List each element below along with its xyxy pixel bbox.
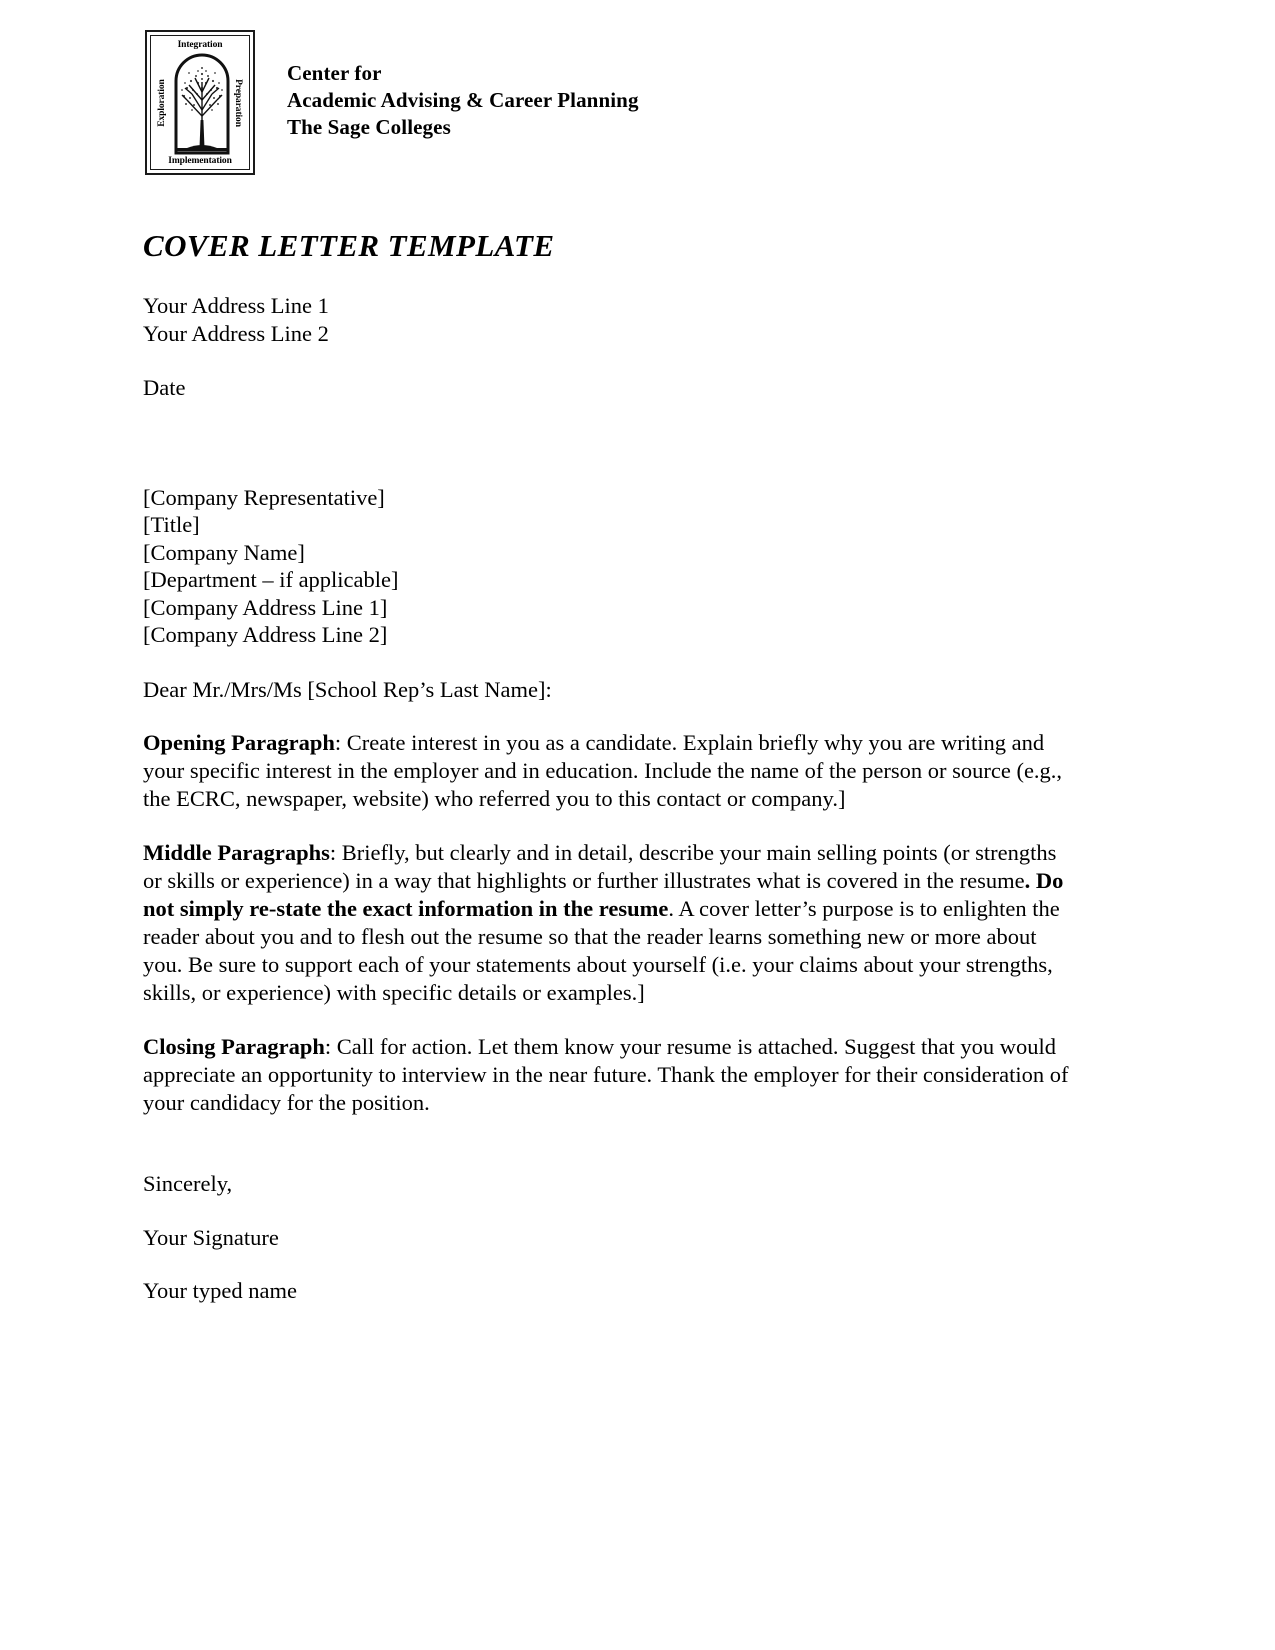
logo-frame <box>150 35 250 170</box>
signoff-closing-word: Sincerely, <box>143 1171 233 1196</box>
spacer <box>143 347 1076 374</box>
signoff-block <box>143 1170 1076 1305</box>
recipient-line-department: [Department – if applicable] <box>143 567 399 592</box>
org-line-1: Center for <box>287 61 382 85</box>
middle-paragraph-heading: Middle Paragraphs <box>143 840 330 865</box>
sender-address-line-2: Your Address Line 2 <box>143 320 329 346</box>
signature-placeholder: Your Signature <box>143 1224 279 1250</box>
spacer <box>143 1198 1076 1224</box>
recipient-address-block <box>143 484 1076 649</box>
spacer <box>143 1007 1076 1033</box>
closing-paragraph <box>143 1033 1076 1117</box>
opening-paragraph-heading: Opening Paragraph <box>143 730 335 755</box>
spacer <box>143 402 1076 484</box>
opening-paragraph-separator: : <box>334 730 347 755</box>
closing-paragraph-text: Call for action. Let them know your resume is attached. Suggest that you would appreciate an opportunity to interview in the near future. Thank the employer for their consideration of your candidacy for the position. <box>143 1034 1069 1115</box>
date-label: Date <box>143 375 186 400</box>
salutation-line: Dear Mr./Mrs/Ms [School Rep’s Last Name]: <box>143 676 552 702</box>
spacer <box>143 813 1076 839</box>
org-line-3: The Sage Colleges <box>287 115 451 139</box>
typed-name-placeholder: Your typed name <box>143 1278 297 1303</box>
logo-label-implementation: Implementation <box>168 156 232 166</box>
spacer <box>143 649 1076 676</box>
opening-paragraph-text: Create interest in you as a candidate. Explain briefly why you are writing and your specific interest in the employer and in education. Include the name of the person or source (e.g., the ECRC, newspaper, website) who referred you to this contact or company.] <box>143 730 1063 811</box>
letter-body <box>143 228 1076 1305</box>
sage-colleges-logo <box>145 30 255 175</box>
spacer <box>143 1251 1076 1277</box>
org-line-2: Academic Advising & Career Planning <box>287 88 639 112</box>
middle-paragraph-text-part-1: Briefly, but clearly and in detail, describe your main selling points (or strengths or skills or experience) in a way that highlights or further illustrates what is covered in the resume <box>143 840 1057 893</box>
salutation <box>143 676 1076 704</box>
page-title: COVER LETTER TEMPLATE <box>143 228 555 263</box>
middle-paragraph-emphasis: . Do not simply re-state the exact information in the resume <box>143 868 1064 921</box>
closing-paragraph-separator: : <box>324 1034 337 1059</box>
logo-label-preparation: Preparation <box>233 78 243 127</box>
middle-paragraph-text-part-2: . A cover letter’s purpose is to enlighten the reader about you and to flesh out the resume so that the reader learns something new or more about you. Be sure to support each of your statements about yourself (i.e. your claims about your strengths, skills, or experience) with specific details or examples.] <box>143 896 1060 1005</box>
logo-label-exploration: Exploration <box>157 78 167 127</box>
spacer <box>143 703 1076 729</box>
logo-label-integration: Integration <box>177 40 223 50</box>
opening-paragraph <box>143 729 1076 813</box>
tree-in-arch-icon <box>173 52 231 156</box>
recipient-line-address-2: [Company Address Line 2] <box>143 622 388 647</box>
organization-name <box>287 30 639 141</box>
middle-paragraph-separator: : <box>329 840 342 865</box>
sender-address-line-1: Your Address Line 1 <box>143 293 329 318</box>
recipient-line-representative: [Company Representative] <box>143 484 385 510</box>
sender-address-block <box>143 292 1076 347</box>
letterhead <box>145 30 639 175</box>
recipient-line-title: [Title] <box>143 512 200 537</box>
spacer <box>143 1117 1076 1170</box>
recipient-line-address-1: [Company Address Line 1] <box>143 594 388 620</box>
middle-paragraph <box>143 839 1076 1007</box>
recipient-line-company: [Company Name] <box>143 539 305 565</box>
closing-paragraph-heading: Closing Paragraph <box>143 1034 325 1059</box>
date-block <box>143 374 1076 402</box>
